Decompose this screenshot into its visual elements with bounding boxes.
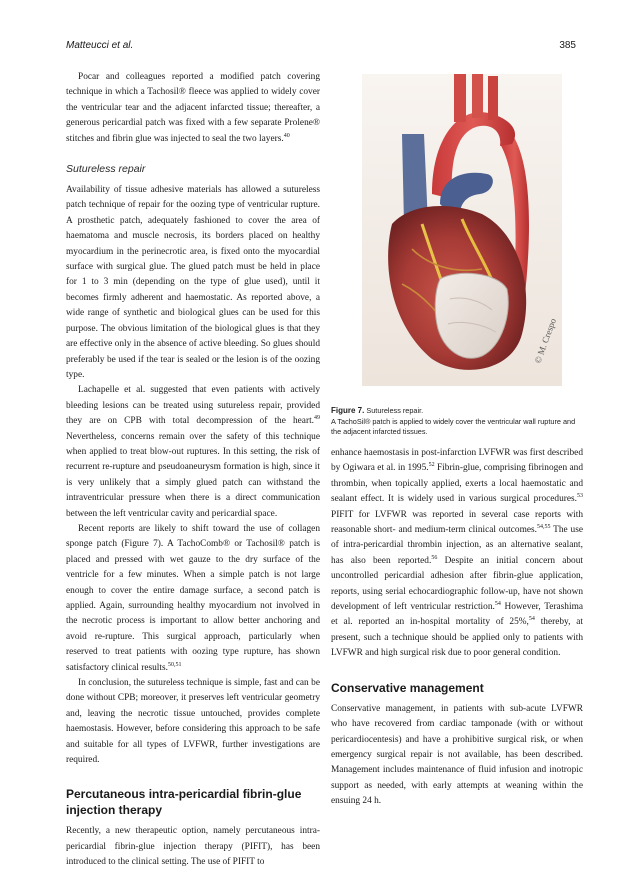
paragraph-text: The use of intra-pericardial thrombin injection, as an alternative sealant, has also been reported. [331, 525, 583, 566]
paragraph-text: Nevertheless, concerns remain over the safety of this technique when applied to treat blow-out ruptures. In this setting, the risk of recurrent re-rupture and pseudoaneurysm formation is high, since it is very unlikely that a simply glued patch can withstand the intraventricular pressure when there is a direct communication between the left ventricular cavity and pericardial space. [66, 431, 320, 519]
right-column [331, 446, 583, 810]
paragraph-text: thereby, at present, such a technique should be applied only to patients with LVFWR and high surgical risk due to poor general condition. [331, 617, 583, 659]
paragraph [66, 522, 320, 676]
paragraph-text: However, Terashima et al. reported an in-hospital mortality of 25%, [331, 602, 583, 628]
citation: 54,55 [536, 523, 551, 530]
citation: 40 [283, 132, 290, 139]
citation: 56 [431, 554, 438, 561]
paragraph-text: Lachapelle et al. suggested that even patients with actively bleeding lesions can be treated using sutureless repair, provided they are on CPB with total decompression of the heart. [66, 385, 320, 427]
paragraph [331, 446, 583, 662]
subsection-heading-sutureless: Sutureless repair [66, 163, 146, 176]
paragraph [66, 383, 320, 522]
figure-caption [331, 406, 583, 438]
section-heading-conservative: Conservative management [331, 680, 484, 695]
paragraph-text: Despite an initial concern about uncontrolled pericardial adhesion after fibrin-glue application, reports, using serial echocardiographic follow-up, have not shown development of left ventricular restriction. [331, 555, 583, 613]
running-head: Matteucci et al. [66, 40, 134, 51]
paragraph-text: Pocar and colleagues reported a modified patch covering technique in which a Tachosil® fleece was applied to widely cover the ventricular tear and the adjacent infarcted tissue; thereafter, a generous pericardial patch was fixed with a few separate Prolene® stitches and fibrin glue was injected to seal the two layers. [66, 72, 320, 144]
heart-illustration [362, 74, 562, 386]
caption-title: Sutureless repair. [366, 406, 424, 415]
paragraph-text: enhance haemostasis in post-infarction LVFWR was first described by Ogiwara et al. in 1995. [331, 448, 583, 474]
carotid-artery [472, 74, 483, 118]
citation: 50,51 [167, 661, 182, 668]
illustrator-signature: © M. Crespo [532, 317, 558, 365]
paragraph: Availability of tissue adhesive materials has allowed a sutureless patch technique of repair for the oozing type of ventricular rupture. A prosthetic patch, adequately fashioned to cover the area of haematoma and muscle necrosis, its borders placed on healthy myocardium in the perinecrotic area, is fixed onto the myocardial surface with surgical glue. The glued patch must be held in place for 1 to 3 min (depending on the type of glue used), until it becomes firmly adherent and haemostatic. As reported above, a wide range of synthetic and biological glues can be used for this purpose. The obvious limitation of the biological glues is that they are effective only in the absence of active bleeding. So glues should preferably be used if the tear is sealed or the lesion is of the oozing type. [66, 185, 320, 380]
citation: 53 [577, 493, 583, 500]
paragraph [66, 70, 320, 147]
citation: 54 [494, 600, 501, 607]
section-heading-pifit: Percutaneous intra-pericardial fibrin-glue injection therapy [66, 787, 302, 818]
paragraph-text: Recent reports are likely to shift toward the use of collagen sponge patch (Figure 7). A TachoComb® or Tachosil® patch is placed and pressed with wet gauze to the dry surface of the ventricle for a few minutes. When a simple patch is not large enough to cover the entire damage surface, a second patch is applied. Again, surrounding healthy myocardium not involved in the necrotic process is important to allow better anchoring and avoid re-rupture. This surgical approach, particularly when reserved to treat patients with oozing type rupture, has shown satisfactory clinical results. [66, 523, 320, 673]
caption-label: Figure 7. [331, 406, 365, 415]
paragraph-text: PIFIT for LVFWR was reported in several case reports with reasonable short- and medium-term clinical outcomes. [331, 509, 583, 536]
left-column [66, 70, 320, 871]
paragraph: Conservative management, in patients with sub-acute LVFWR who have recovered from cardiac tamponade (with or without pericardiocentesis) and have a prohibitive surgical risk, or when emergency surgical repair is not available, has been described. Management includes maintenance of fluid infusion and inotropic support as needed, with early attempts at weaning within the ensuing 24 h. [331, 703, 583, 807]
figure-7-illustration [362, 74, 562, 386]
brachiocephalic-artery [454, 74, 466, 122]
citation: 52 [428, 462, 435, 469]
citation: 54 [528, 616, 535, 623]
paragraph: Recently, a new therapeutic option, namely percutaneous intra-pericardial fibrin-glue injection therapy (PIFIT), has been introduced to the clinical setting. The use of PIFIT to [66, 826, 320, 868]
paragraph: In conclusion, the sutureless technique is simple, fast and can be done without CPB; moreover, it preserves left ventricular geometry and, leaving the necrotic tissue untouched, provides complete haemostasis. However, before considering this approach to be safe and suitable for all types of LVFWR, further investigations are required. [66, 678, 320, 766]
citation: 49 [314, 415, 320, 422]
caption-body: A TachoSil® patch is applied to widely cover the ventricular wall rupture and the adjacent infarcted tissues. [331, 416, 576, 436]
subclavian-artery [488, 76, 498, 120]
page-header [66, 40, 576, 56]
paragraph-text: Fibrin-glue, comprising fibrinogen and thrombin, when topically applied, exerts a local haemostatic and sealant effect. It is widely used in various surgical procedures. [331, 463, 583, 505]
page-number: 385 [559, 40, 576, 51]
